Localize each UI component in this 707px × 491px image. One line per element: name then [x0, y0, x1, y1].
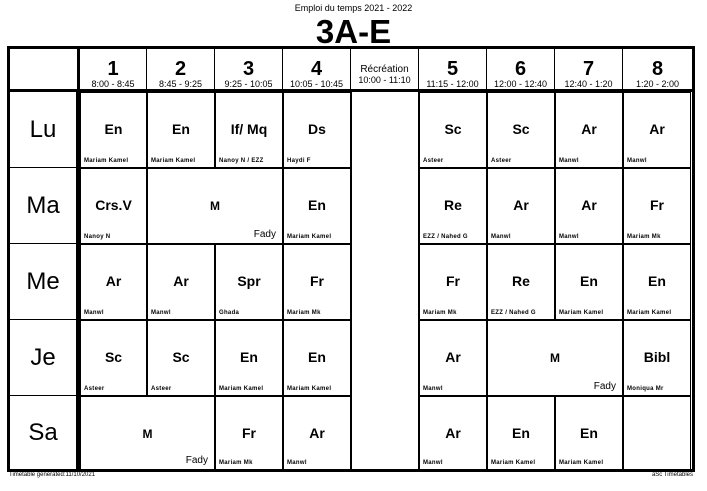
lesson-cell[interactable]: Ar Manwl: [623, 92, 691, 168]
recess-column: [351, 92, 419, 470]
lesson-cell[interactable]: En Mariam Kamel: [623, 244, 691, 320]
lesson-cell[interactable]: En Mariam Kamel: [283, 168, 351, 244]
lesson-cell[interactable]: Ar Manwl: [80, 244, 147, 320]
lesson-cell[interactable]: Bibl Moniqua Mr: [623, 320, 691, 396]
period-header-8: 8 1:20 - 2:00: [635, 58, 680, 89]
lesson-cell[interactable]: En Mariam Kamel: [147, 92, 215, 168]
recess-header: Récréation 10:00 - 11:10: [351, 48, 419, 90]
lesson-cell[interactable]: Ar Manwl: [419, 320, 487, 396]
lesson-cell[interactable]: En Mariam Kamel: [283, 320, 351, 396]
lesson-cell[interactable]: Fr Mariam Mk: [419, 244, 487, 320]
lesson-cell[interactable]: Spr Ghada: [215, 244, 283, 320]
lesson-cell[interactable]: Sc Asteer: [80, 320, 147, 396]
period-header-3: 3 9:25 - 10:05: [215, 48, 283, 90]
lesson-cell[interactable]: Fr Mariam Mk: [623, 168, 691, 244]
lesson-cell[interactable]: If/ Mq Nanoy N / EZZ: [215, 92, 283, 168]
lesson-cell[interactable]: Ar Manwl: [487, 168, 555, 244]
day-label-lu: Lu: [10, 92, 77, 168]
lesson-cell-double[interactable]: M Fady: [80, 396, 215, 470]
lesson-cell[interactable]: Fr Mariam Mk: [215, 396, 283, 470]
lesson-cell[interactable]: En Mariam Kamel: [80, 92, 147, 168]
period-header-6: 6 12:00 - 12:40: [487, 48, 555, 90]
lesson-cell[interactable]: Ar Manwl: [283, 396, 351, 470]
lesson-cell[interactable]: Crs.V Nanoy N: [80, 168, 147, 244]
lesson-cell-double[interactable]: M Fady: [487, 320, 623, 396]
class-title: 3A-E: [315, 13, 392, 50]
lesson-cell[interactable]: Ar Manwl: [555, 92, 623, 168]
lesson-cell[interactable]: Ar Manwl: [555, 168, 623, 244]
period-header-4: 4 10:05 - 10:45: [283, 48, 351, 90]
lesson-cell[interactable]: Sc Asteer: [419, 92, 487, 168]
lesson-cell[interactable]: Sc Asteer: [147, 320, 215, 396]
lesson-cell[interactable]: Sc Asteer: [487, 92, 555, 168]
lesson-cell[interactable]: En Mariam Kamel: [555, 396, 623, 470]
empty-cell: [623, 396, 691, 470]
generated-date: Timetable generated:11/10/2021: [9, 472, 96, 478]
day-label-ma: Ma: [10, 168, 77, 244]
lesson-cell[interactable]: Ds Haydi F: [283, 92, 351, 168]
period-header-2: 2 8:45 - 9:25: [147, 48, 215, 90]
lesson-cell[interactable]: En Mariam Kamel: [555, 244, 623, 320]
lesson-cell[interactable]: En Mariam Kamel: [215, 320, 283, 396]
day-label-sa: Sa: [10, 396, 77, 470]
period-header-5: 5 11:15 - 12:00: [419, 48, 487, 90]
lesson-cell[interactable]: Re EZZ / Nahed G: [487, 244, 555, 320]
day-label-me: Me: [10, 244, 77, 320]
lesson-cell-double[interactable]: M Fady: [147, 168, 283, 244]
software-credit: aSc Timetables: [651, 472, 693, 478]
lesson-cell[interactable]: Ar Manwl: [419, 396, 487, 470]
day-label-je: Je: [10, 320, 77, 396]
period-header-7: 7 12:40 - 1:20: [555, 48, 623, 90]
timetable-subtitle: Emploi du temps 2021 - 2022: [294, 3, 413, 13]
lesson-cell[interactable]: Fr Mariam Mk: [283, 244, 351, 320]
lesson-cell[interactable]: Ar Manwl: [147, 244, 215, 320]
lesson-cell[interactable]: Re EZZ / Nahed G: [419, 168, 487, 244]
period-header-1: 1 8:00 - 8:45: [80, 48, 147, 90]
lesson-cell[interactable]: En Mariam Kamel: [487, 396, 555, 470]
